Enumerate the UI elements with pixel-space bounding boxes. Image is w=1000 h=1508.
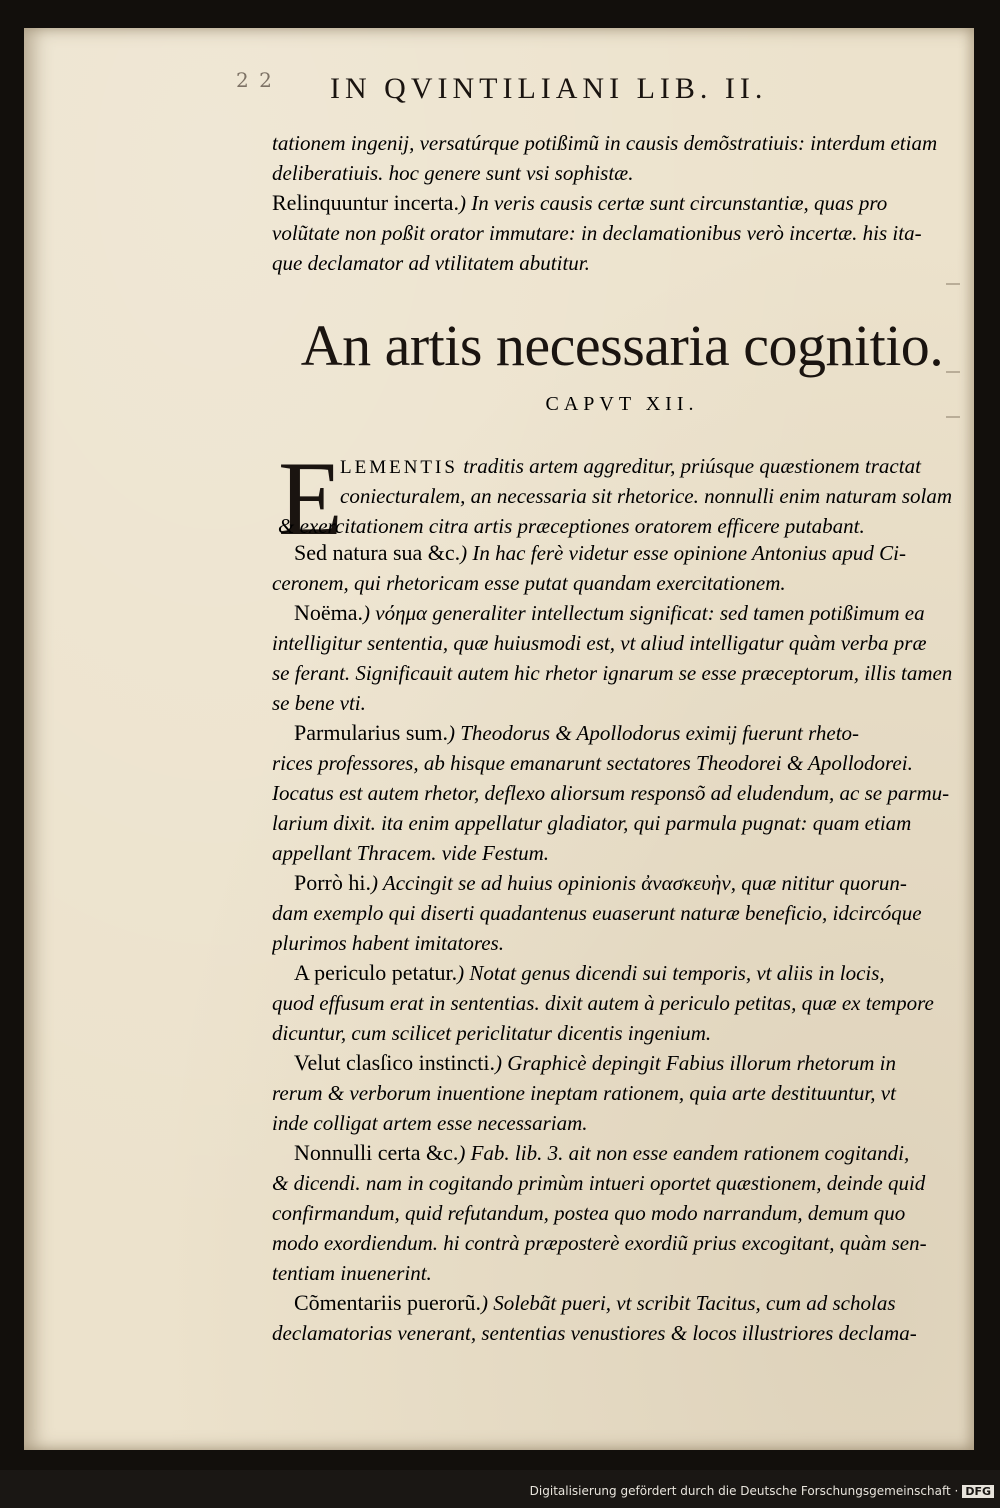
line-text: tationem ingenij, versatúrque potißimũ in causis demõstratiuis: interdum etiam <box>272 131 938 155</box>
lemma: Parmularius sum. <box>294 720 448 745</box>
text-line <box>272 778 964 808</box>
line-text: inde colligat artem esse necessariam. <box>272 1111 588 1135</box>
text-line <box>272 188 964 218</box>
line-text: ) Theodorus & Apollodorus eximij fuerunt rheto- <box>448 721 860 745</box>
line-text: ) In veris causis certæ sunt circunstantiæ, quas pro <box>458 191 888 215</box>
lemma: Velut clasſico instincti. <box>294 1050 496 1075</box>
line-text: volũtate non poßit orator immutare: in declamationibus verò incertæ. his ita- <box>272 221 922 245</box>
text-line <box>272 748 964 778</box>
text-line: coniecturalem, an necessaria sit rhetorice. nonnulli enim naturam solam <box>340 484 953 508</box>
chapter-number: CAPVT XII. <box>545 393 699 415</box>
text-line <box>272 248 964 278</box>
running-head: IN QVINTILIANI LIB. II. <box>330 72 768 105</box>
text-line <box>272 1228 964 1258</box>
margin-mark <box>946 416 960 418</box>
text-line <box>272 1318 964 1348</box>
line-text: ) νόημα generaliter intellectum significat: sed tamen potißimum ea <box>363 601 925 625</box>
text-line <box>272 988 964 1018</box>
line-text: appellant Thracem. vide Festum. <box>272 841 550 865</box>
line-text: se bene vti. <box>272 691 366 715</box>
text-line: & exercitationem citra artis præceptiones oratorem efficere putabant. <box>278 514 865 538</box>
line-text: ) Fab. lib. 3. ait non esse eandem rationem cogitandi, <box>458 1141 910 1165</box>
line-text: dicuntur, cum scilicet periclitatur dicentis ingenium. <box>272 1021 712 1045</box>
text-line <box>272 1108 964 1138</box>
text-line <box>272 718 964 748</box>
chapter-title: An artis necessaria cognitio. <box>300 313 944 378</box>
lemma: Noëma. <box>294 600 364 625</box>
text-line <box>272 1168 964 1198</box>
line-text: dam exemplo qui diserti quadantenus euaserunt naturæ beneficio, idcircóque <box>272 901 922 925</box>
text-line <box>272 868 964 898</box>
text-line <box>272 218 964 248</box>
lemma: Sed natura sua &c. <box>294 540 461 565</box>
text-line <box>272 1288 964 1318</box>
lemma: Porrò hi. <box>294 870 371 895</box>
lemma: Nonnulli certa &c. <box>294 1140 459 1165</box>
drop-capital: E <box>278 440 343 557</box>
text-line <box>340 451 966 481</box>
line-text: ) Graphicè depingit Fabius illorum rhetorum in <box>495 1051 896 1075</box>
text-line <box>272 628 964 658</box>
line-text: tentiam inuenerint. <box>272 1261 432 1285</box>
line-text: confirmandum, quid refutandum, postea quo modo narrandum, demum quo <box>272 1201 906 1225</box>
text-line <box>272 538 964 568</box>
folio-number: 2 2 <box>236 68 274 92</box>
digitization-credit <box>530 1484 994 1498</box>
line-text: rerum & verborum inuentione ineptam rationem, quia arte destituuntur, vt <box>272 1081 896 1105</box>
text-line <box>272 1138 964 1168</box>
chapter-opening <box>278 451 966 541</box>
line-text: rices professores, ab hisque emanarunt sectatores Theodorei & Apollodorei. <box>272 751 913 775</box>
text-line <box>272 1198 964 1228</box>
line-text: que declamator ad vtilitatem abutitur. <box>272 251 590 275</box>
text-line <box>272 688 964 718</box>
line-text: ) Solebãt pueri, vt scribit Tacitus, cum ad scholas <box>480 1291 896 1315</box>
line-text: quod effusum erat in sententias. dixit autem à periculo petitas, quæ ex tempore <box>272 991 934 1015</box>
line-text: larium dixit. ita enim appellatur gladiator, qui parmula pugnat: quam etiam <box>272 811 912 835</box>
text-line <box>272 838 964 868</box>
commentary-body <box>272 538 964 1348</box>
lemma: A periculo petatur. <box>294 960 458 985</box>
text-line <box>272 568 964 598</box>
continued-commentary <box>272 128 964 278</box>
line-text: & dicendi. nam in cogitando primùm intueri oportet quæstionem, deinde quid <box>272 1171 926 1195</box>
margin-mark <box>946 283 960 285</box>
line-text: Iocatus est autem rhetor, deflexo aliorsum responsõ ad eludendum, ac se parmu- <box>272 781 950 805</box>
line-text: ceronem, qui rhetoricam esse putat quandam exercitationem. <box>272 571 786 595</box>
line-text: deliberatiuis. hoc genere sunt vsi sophistæ. <box>272 161 634 185</box>
line-text: modo exordiendum. hi contrà præposterè exordiũ prius excogitant, quàm sen- <box>272 1231 927 1255</box>
line-text: ) Notat genus dicendi sui temporis, vt aliis in locis, <box>457 961 885 985</box>
line-text: se ferant. Significauit autem hic rhetor ignarum se esse præceptorum, illis tamen <box>272 661 953 685</box>
dfg-logo-badge: DFG <box>962 1485 994 1498</box>
line-text: declamatorias venerant, sententias venustiores & locos illustriores declama- <box>272 1321 917 1345</box>
line-text: ) In hac ferè videtur esse opinione Antonius apud Ci- <box>460 541 906 565</box>
text-line <box>272 1078 964 1108</box>
text-line <box>272 158 964 188</box>
text-line <box>272 598 964 628</box>
text-line <box>272 1258 964 1288</box>
line-text: ) Accingit se ad huius opinionis ἀνασκευὴν, quæ nititur quorun- <box>371 871 907 895</box>
line-text: traditis artem aggreditur, priúsque quæstionem tractat <box>457 454 921 478</box>
text-line <box>272 958 964 988</box>
text-line <box>272 928 964 958</box>
lemma: Cõmentariis puerorũ. <box>294 1290 481 1315</box>
text-line <box>272 1018 964 1048</box>
text-line <box>272 1048 964 1078</box>
line-text: plurimos habent imitatores. <box>272 931 504 955</box>
text-line <box>272 808 964 838</box>
lemma: Relinquuntur incerta. <box>272 190 459 215</box>
first-word: LEMENTIS <box>340 457 458 478</box>
text-line <box>272 898 964 928</box>
line-text: intelligitur sententia, quæ huiusmodi est, vt aliud intelligatur quàm verba præ <box>272 631 927 655</box>
credit-text: Digitalisierung gefördert durch die Deutsche Forschungsgemeinschaft · <box>529 1484 959 1498</box>
text-line <box>272 658 964 688</box>
text-line <box>272 128 964 158</box>
